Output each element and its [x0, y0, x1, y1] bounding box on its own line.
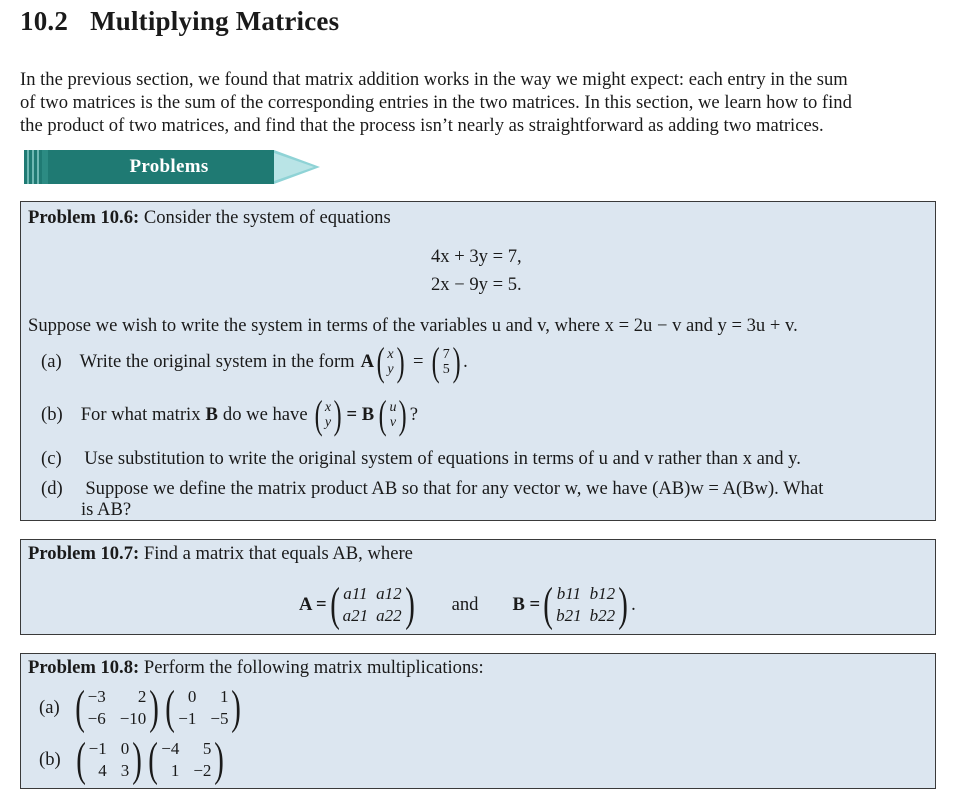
problem-10-8-statement: [28, 657, 484, 679]
matrices-AB: A = ( a11 a12 a21 a22 ) and B = ( b11 b12 b21 b22 ) .: [299, 578, 636, 631]
matrix-B-symbol: B: [205, 404, 218, 425]
part-label: (a): [41, 351, 62, 372]
part-d: [41, 478, 823, 500]
matrix: −4 5 1 −2: [161, 739, 212, 780]
section-name: Multiplying Matrices: [90, 6, 340, 36]
part-b: (b) ( −1 0 4 3 ) ( −4 5 1 −2 ): [39, 733, 225, 786]
equation-2: 2x − 9y = 5.: [431, 274, 522, 295]
matrix-A: a11 a12 a21 a22: [342, 584, 402, 625]
problem-10-6-box: [20, 201, 936, 521]
part-label: (d): [41, 478, 63, 499]
problem-10-6-statement: [28, 207, 391, 229]
part-text: Use substitution to write the original system of equations in terms of u and v rather than x and y.: [84, 448, 801, 469]
equation-1: 4x + 3y = 7,: [431, 246, 522, 267]
intro-line: of two matrices is the sum of the corresponding entries in the two matrices. In this section, we learn how to find: [20, 92, 852, 113]
intro-paragraph: [20, 68, 945, 137]
matrix: 0 1 −1 −5: [178, 687, 229, 728]
vector-75: 7 5: [442, 347, 450, 377]
problem-10-8-box: [20, 653, 936, 789]
matrix-B-label: B =: [512, 594, 541, 615]
part-text: Write the original system in the form: [79, 351, 355, 372]
problem-text: Consider the system of equations: [143, 207, 391, 228]
problem-10-7-box: [20, 539, 936, 635]
vector-xy: x y: [324, 400, 332, 430]
problem-heading: Problem 10.8:: [28, 657, 140, 678]
and-text: and: [451, 594, 479, 615]
part-label: (c): [41, 448, 62, 469]
intro-line: the product of two matrices, and find that the process isn’t nearly as straightforward as adding two matrices.: [20, 115, 824, 136]
part-label: (b): [39, 749, 61, 770]
part-c: [41, 448, 801, 470]
problem-heading: Problem 10.6:: [28, 207, 140, 228]
section-number: 10.2: [20, 6, 69, 36]
part-b: (b) For what matrix B do we have ( x y ) = B ( u v ) ?: [41, 392, 419, 437]
matrix: −1 0 4 3: [88, 739, 130, 780]
part-text: Suppose we define the matrix product AB so that for any vector w, we have (AB)w = A(Bw). What: [85, 478, 824, 499]
matrix-A-symbol: A: [360, 351, 375, 372]
problems-banner: [24, 150, 324, 188]
part-label: (b): [41, 404, 63, 425]
part-a: (a) ( −3 2 −6 −10 ) ( 0 1 −1 −5 ): [39, 681, 242, 734]
matrix-A-label: A =: [299, 594, 327, 615]
vector-uv: u v: [389, 400, 397, 430]
section-title: [20, 6, 339, 37]
problems-label: Problems: [129, 156, 209, 177]
problem-text: Perform the following matrix multiplications:: [143, 657, 484, 678]
part-label: (a): [39, 697, 60, 718]
part-a: (a) Write the original system in the form A ( x y ) = ( 7 5 ) .: [41, 339, 468, 384]
suppose-text: Suppose we wish to write the system in terms of the variables u and v, where x = 2u − v and y = 3u + v.: [28, 315, 798, 336]
problem-10-7-statement: [28, 543, 413, 565]
part-d-continued: is AB?: [81, 499, 132, 520]
problem-text: Find a matrix that equals AB, where: [143, 543, 413, 564]
part-text: For what matrix: [80, 404, 201, 425]
intro-line: In the previous section, we found that matrix addition works in the way we might expect: each entry in the sum: [20, 69, 848, 90]
matrix-B: b11 b12 b21 b22: [556, 584, 616, 625]
vector-xy: x y: [387, 347, 394, 377]
matrix: −3 2 −6 −10: [87, 687, 147, 728]
problem-heading: Problem 10.7:: [28, 543, 140, 564]
